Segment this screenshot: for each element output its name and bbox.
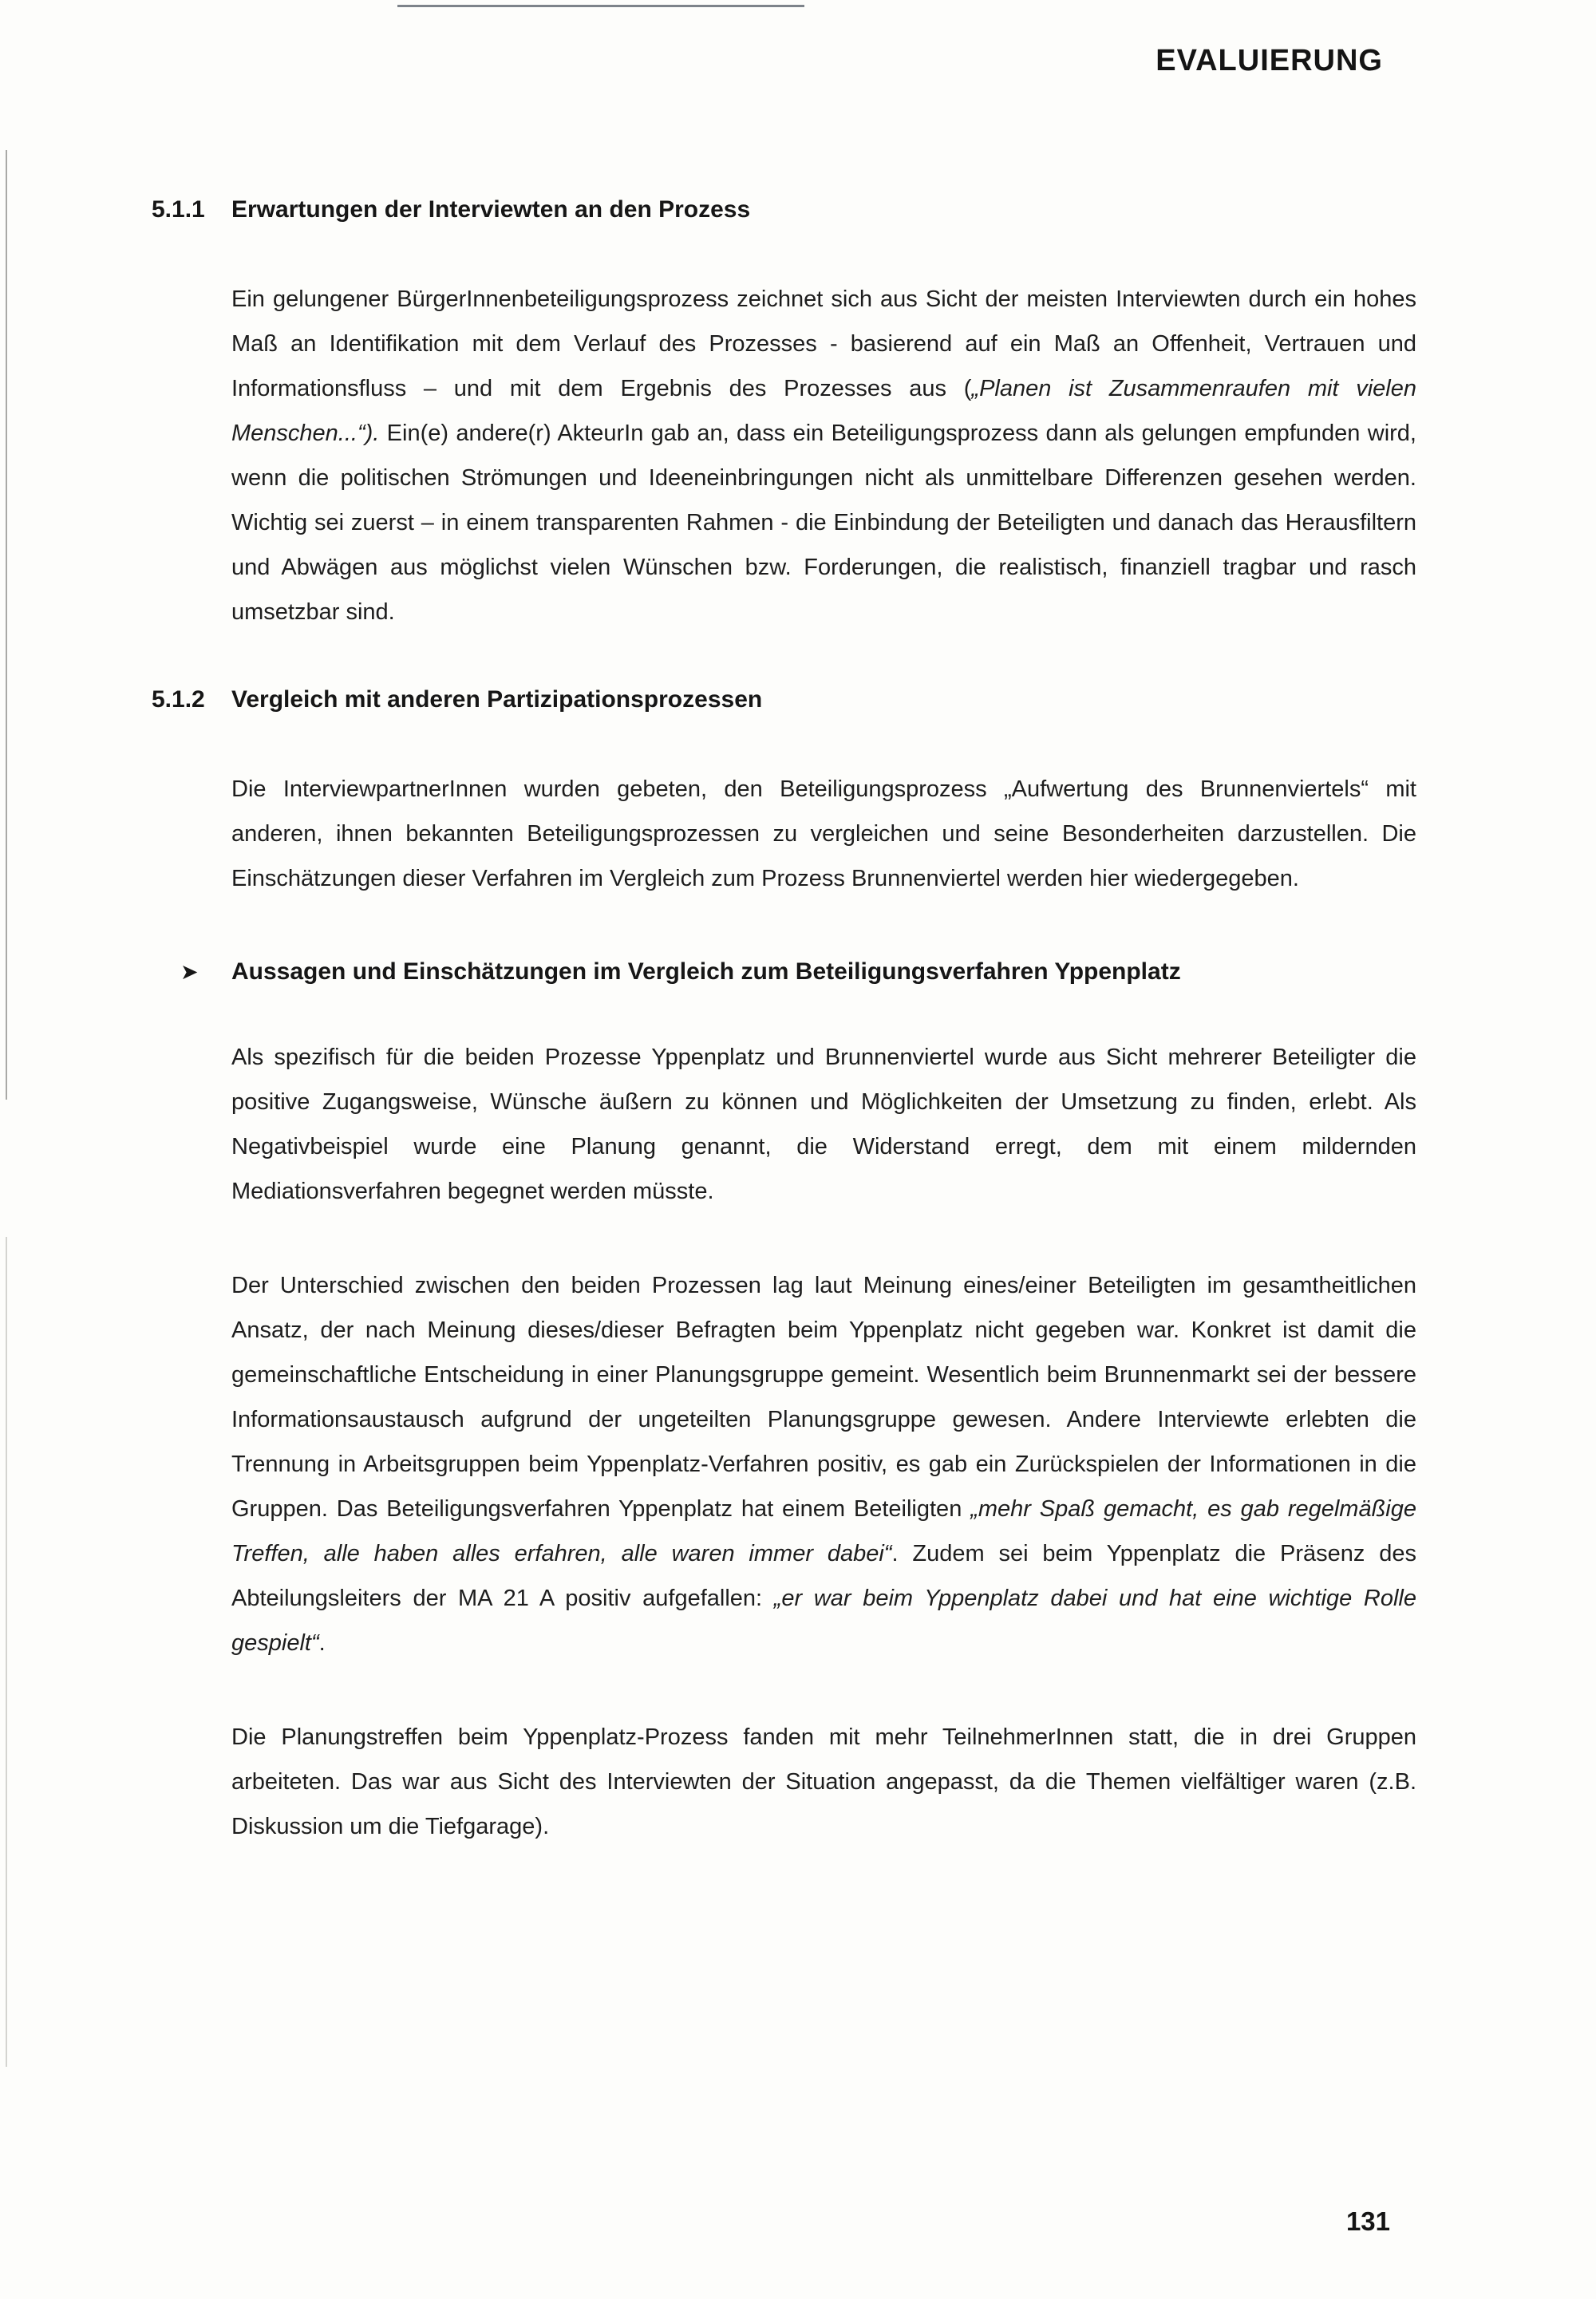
scan-artifact-left-line-lower [6,1237,7,2067]
paragraph: Als spezifisch für die beiden Prozesse Yppenplatz und Brunnenviertel wurde aus Sicht mehrerer Beteiligter die positive Zugangsweise, Wünsche äußern zu können und Möglichkeiten der Umsetzung zu finden, erlebt. Als Negativbeispiel wurde eine Planung genannt, die Widerstand erregt, dem mit einem mildernden Mediationsverfahren begegnet werden müsste. [231,1045,1416,1204]
page-number: 131 [1345,2206,1390,2236]
paragraph: Der Unterschied zwischen den beiden Prozessen lag laut Meinung eines/einer Beteiligten im gesamtheitlichen Ansatz, der nach Meinung dieses/dieser Befragten beim Yppenplatz nicht gegeben war. Konkret ist damit die gemeinschaftliche Entscheidung in einer Planungsgruppe gemeint. Wesentlich beim Brunnenmarkt sei der bessere Informationsaustausch aufgrund der ungeteilten Planungsgruppe gewesen. Andere Interviewte erlebten die Trennung in Arbeitsgruppen beim Yppenplatz-Verfahren positiv, es gab ein Zurückspielen der Informationen in die Gruppen. Das Beteiligungsverfahren Yppenplatz hat einem Beteiligten „mehr Spaß gemacht, es gab regelmäßige Treffen, alle haben alles erfahren, alle waren immer dabei“. Zudem sei beim Yppenplatz die Präsenz des Abteilungsleiters der MA 21 A positiv aufgefallen: „er war beim Yppenplatz dabei und hat eine wichtige Rolle gespielt“. [231,1273,1417,1656]
paragraph: Ein gelungener BürgerInnenbeteiligungsprozess zeichnet sich aus Sicht der meisten Interviewten durch ein hohes Maß an Identifikation mit dem Verlauf des Prozesses - basierend auf ein Maß an Offenheit, Vertrauen und Informationsfluss – und mit dem Ergebnis des Prozesses aus („Planen ist Zusammenraufen mit vielen Menschen...“). Ein(e) andere(r) AkteurIn gab an, dass ein Beteiligungsprozess dann als gelungen empfunden wird, wenn die politischen Strömungen und Ideeneinbringungen nicht als unmittelbare Differenzen gesehen werden. Wichtig sei zuerst – in einem transparenten Rahmen - die Einbindung der Beteiligten und danach das Herausfiltern und Abwägen aus möglichst vielen Wünschen bzw. Forderungen, die realistisch, finanziell tragbar und rasch umsetzbar sind. [231,286,1416,625]
arrow-bullet-icon: ➤ [180,960,199,984]
section-heading-5-1-1 [152,194,1416,226]
bullet-heading-title: Aussagen und Einschätzungen im Vergleich zum Beteiligungsverfahren Yppenplatz [231,958,1181,985]
section-number: 5.1.1 [152,196,205,223]
scan-artifact-top-line [397,5,804,7]
page-header [1156,44,1383,78]
scan-artifact-left-line [6,150,7,1100]
section-title: Erwartungen der Interviewten an den Prozess [231,196,751,223]
section-number: 5.1.2 [152,686,205,713]
paragraph: Die InterviewpartnerInnen wurden gebeten, den Beteiligungsprozess „Aufwertung des Brunnenviertels“ mit anderen, ihnen bekannten Beteiligungsprozessen zu vergleichen und seine Besonderheiten darzustellen. Die Einschätzungen dieser Verfahren im Vergleich zum Prozess Brunnenviertel werden hier wiedergegeben. [231,776,1416,891]
bullet-heading-yppenplatz [152,950,1416,993]
section-heading-5-1-2 [152,684,1416,716]
running-header-title: EVALUIERUNG [1156,44,1383,77]
paragraph: Die Planungstreffen beim Yppenplatz-Prozess fanden mit mehr TeilnehmerInnen statt, die in drei Gruppen arbeiteten. Das war aus Sicht des Interviewten der Situation angepasst, da die Themen vielfältiger waren (z.B. Diskussion um die Tiefgarage). [231,1724,1416,1839]
page-content [152,194,1416,1898]
section-title: Vergleich mit anderen Partizipationsprozessen [231,686,763,713]
